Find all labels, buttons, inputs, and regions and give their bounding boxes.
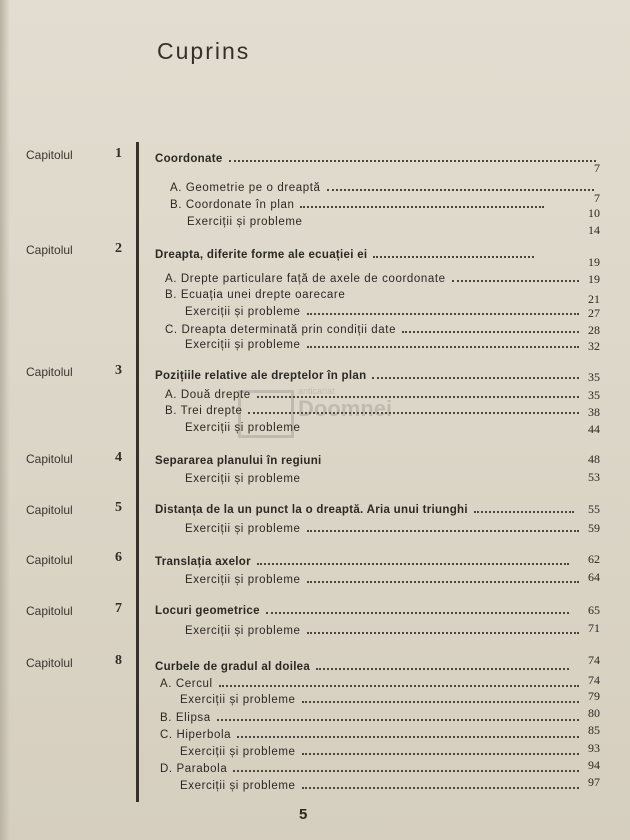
toc-entry: Exerciții și probleme	[180, 776, 585, 792]
toc-entry: Exerciții și probleme	[180, 742, 585, 758]
page-ref: 74	[588, 653, 600, 667]
page-ref: 79	[588, 689, 600, 703]
page-ref: 93	[588, 741, 600, 755]
toc-entry: B. Trei drepte	[165, 401, 585, 417]
chapter-label: Capitolul	[26, 452, 73, 466]
chapter-divider-line	[136, 142, 139, 802]
toc-entry: Exerciții și probleme	[185, 621, 585, 637]
toc-entry: A. Două drepte	[165, 385, 585, 401]
watermark-large-text: Doomnei	[298, 396, 393, 421]
page-ref: 28	[588, 323, 600, 337]
page-ref: 7	[594, 161, 600, 175]
page-number: 5	[299, 806, 308, 823]
chapter-label: Capitolul	[26, 553, 73, 567]
page-ref: 38	[588, 405, 600, 419]
chapter-title: Locuri geometrice	[155, 605, 260, 617]
page-ref: 10	[588, 206, 600, 220]
chapter-heading	[155, 149, 602, 165]
chapter-title: Translația axelor	[155, 556, 251, 568]
page-ref: 48	[588, 452, 600, 466]
chapter-heading	[155, 245, 540, 261]
page-ref: 65	[588, 603, 600, 617]
toc-entry: Exerciții și probleme	[185, 519, 585, 535]
chapter-label: Capitolul	[26, 365, 73, 379]
chapter-number: 1	[115, 146, 122, 161]
toc-entry: B. Elipsa	[160, 708, 585, 724]
page-ref: 74	[588, 673, 600, 687]
toc-entry: B. Ecuația unei drepte oarecare	[165, 289, 346, 301]
page-ref: 19	[588, 255, 600, 269]
toc-entry: A. Drepte particulare față de axele de coordonate	[165, 269, 585, 285]
watermark-small-text: anticariat	[298, 386, 335, 396]
chapter-label: Capitolul	[26, 656, 73, 670]
page-edge-shadow	[0, 0, 10, 840]
page-ref: 62	[588, 552, 600, 566]
toc-entry: Exerciții și probleme	[185, 473, 301, 485]
chapter-title: Curbele de gradul al doilea	[155, 661, 311, 673]
toc-entry: C. Dreapta determinată prin condiții date	[165, 320, 585, 336]
page-ref: 53	[588, 470, 600, 484]
page-title: Cuprins	[157, 38, 251, 64]
toc-entry: Exerciții și probleme	[185, 335, 585, 351]
toc-entry: Exerciții și probleme	[185, 570, 585, 586]
toc-entry: Exerciții și probleme	[185, 302, 585, 318]
page-ref: 44	[588, 422, 600, 436]
toc-entry: A. Geometrie pe o dreaptă	[170, 178, 600, 194]
toc-entry: Exerciții și probleme	[185, 422, 301, 434]
chapter-title: Dreapta, diferite forme ale ecuației ei	[155, 249, 368, 261]
page-ref: 19	[588, 272, 600, 286]
chapter-title: Separarea planului în regiuni	[155, 455, 322, 467]
page-ref: 35	[588, 388, 600, 402]
chapter-heading	[155, 500, 580, 516]
chapter-heading	[155, 657, 575, 673]
toc-entry: C. Hiperbola	[160, 725, 585, 741]
toc-entry: D. Parabola	[160, 759, 585, 775]
chapter-number: 7	[115, 601, 122, 616]
page-ref: 97	[588, 775, 600, 789]
chapter-number: 5	[115, 500, 122, 515]
chapter-number: 3	[115, 363, 122, 378]
chapter-number: 4	[115, 450, 122, 465]
chapter-label: Capitolul	[26, 148, 73, 162]
page-ref: 94	[588, 758, 600, 772]
page-ref: 85	[588, 723, 600, 737]
chapter-title: Coordonate	[155, 153, 223, 165]
chapter-heading	[155, 451, 455, 467]
chapter-heading	[155, 601, 575, 617]
page-ref: 55	[588, 502, 600, 516]
chapter-title: Distanța de la un punct la o dreaptă. Aria unui triunghi	[155, 504, 468, 516]
chapter-label: Capitolul	[26, 503, 73, 517]
chapter-label: Capitolul	[26, 243, 73, 257]
page-ref: 14	[588, 223, 600, 237]
page-ref: 80	[588, 706, 600, 720]
chapter-label: Capitolul	[26, 604, 73, 618]
toc-entry: Exerciții și probleme	[187, 216, 303, 228]
chapter-number: 2	[115, 241, 122, 256]
page-ref: 71	[588, 621, 600, 635]
chapter-number: 8	[115, 653, 122, 668]
watermark	[238, 386, 398, 442]
toc-entry: Exerciții și probleme	[180, 690, 585, 706]
chapter-title: Pozițiile relative ale dreptelor în plan	[155, 370, 367, 382]
page-ref: 32	[588, 339, 600, 353]
chapter-heading	[155, 366, 585, 382]
toc-entry: A. Cercul	[160, 674, 585, 690]
watermark-logo	[238, 390, 294, 438]
page-ref: 27	[588, 306, 600, 320]
page-ref: 7	[594, 191, 600, 205]
toc-entry: B. Coordonate în plan	[170, 195, 550, 211]
chapter-heading	[155, 552, 575, 568]
page-ref: 35	[588, 370, 600, 384]
page-ref: 59	[588, 521, 600, 535]
chapter-number: 6	[115, 550, 122, 565]
page-ref: 64	[588, 570, 600, 584]
page-ref: 21	[588, 292, 600, 306]
